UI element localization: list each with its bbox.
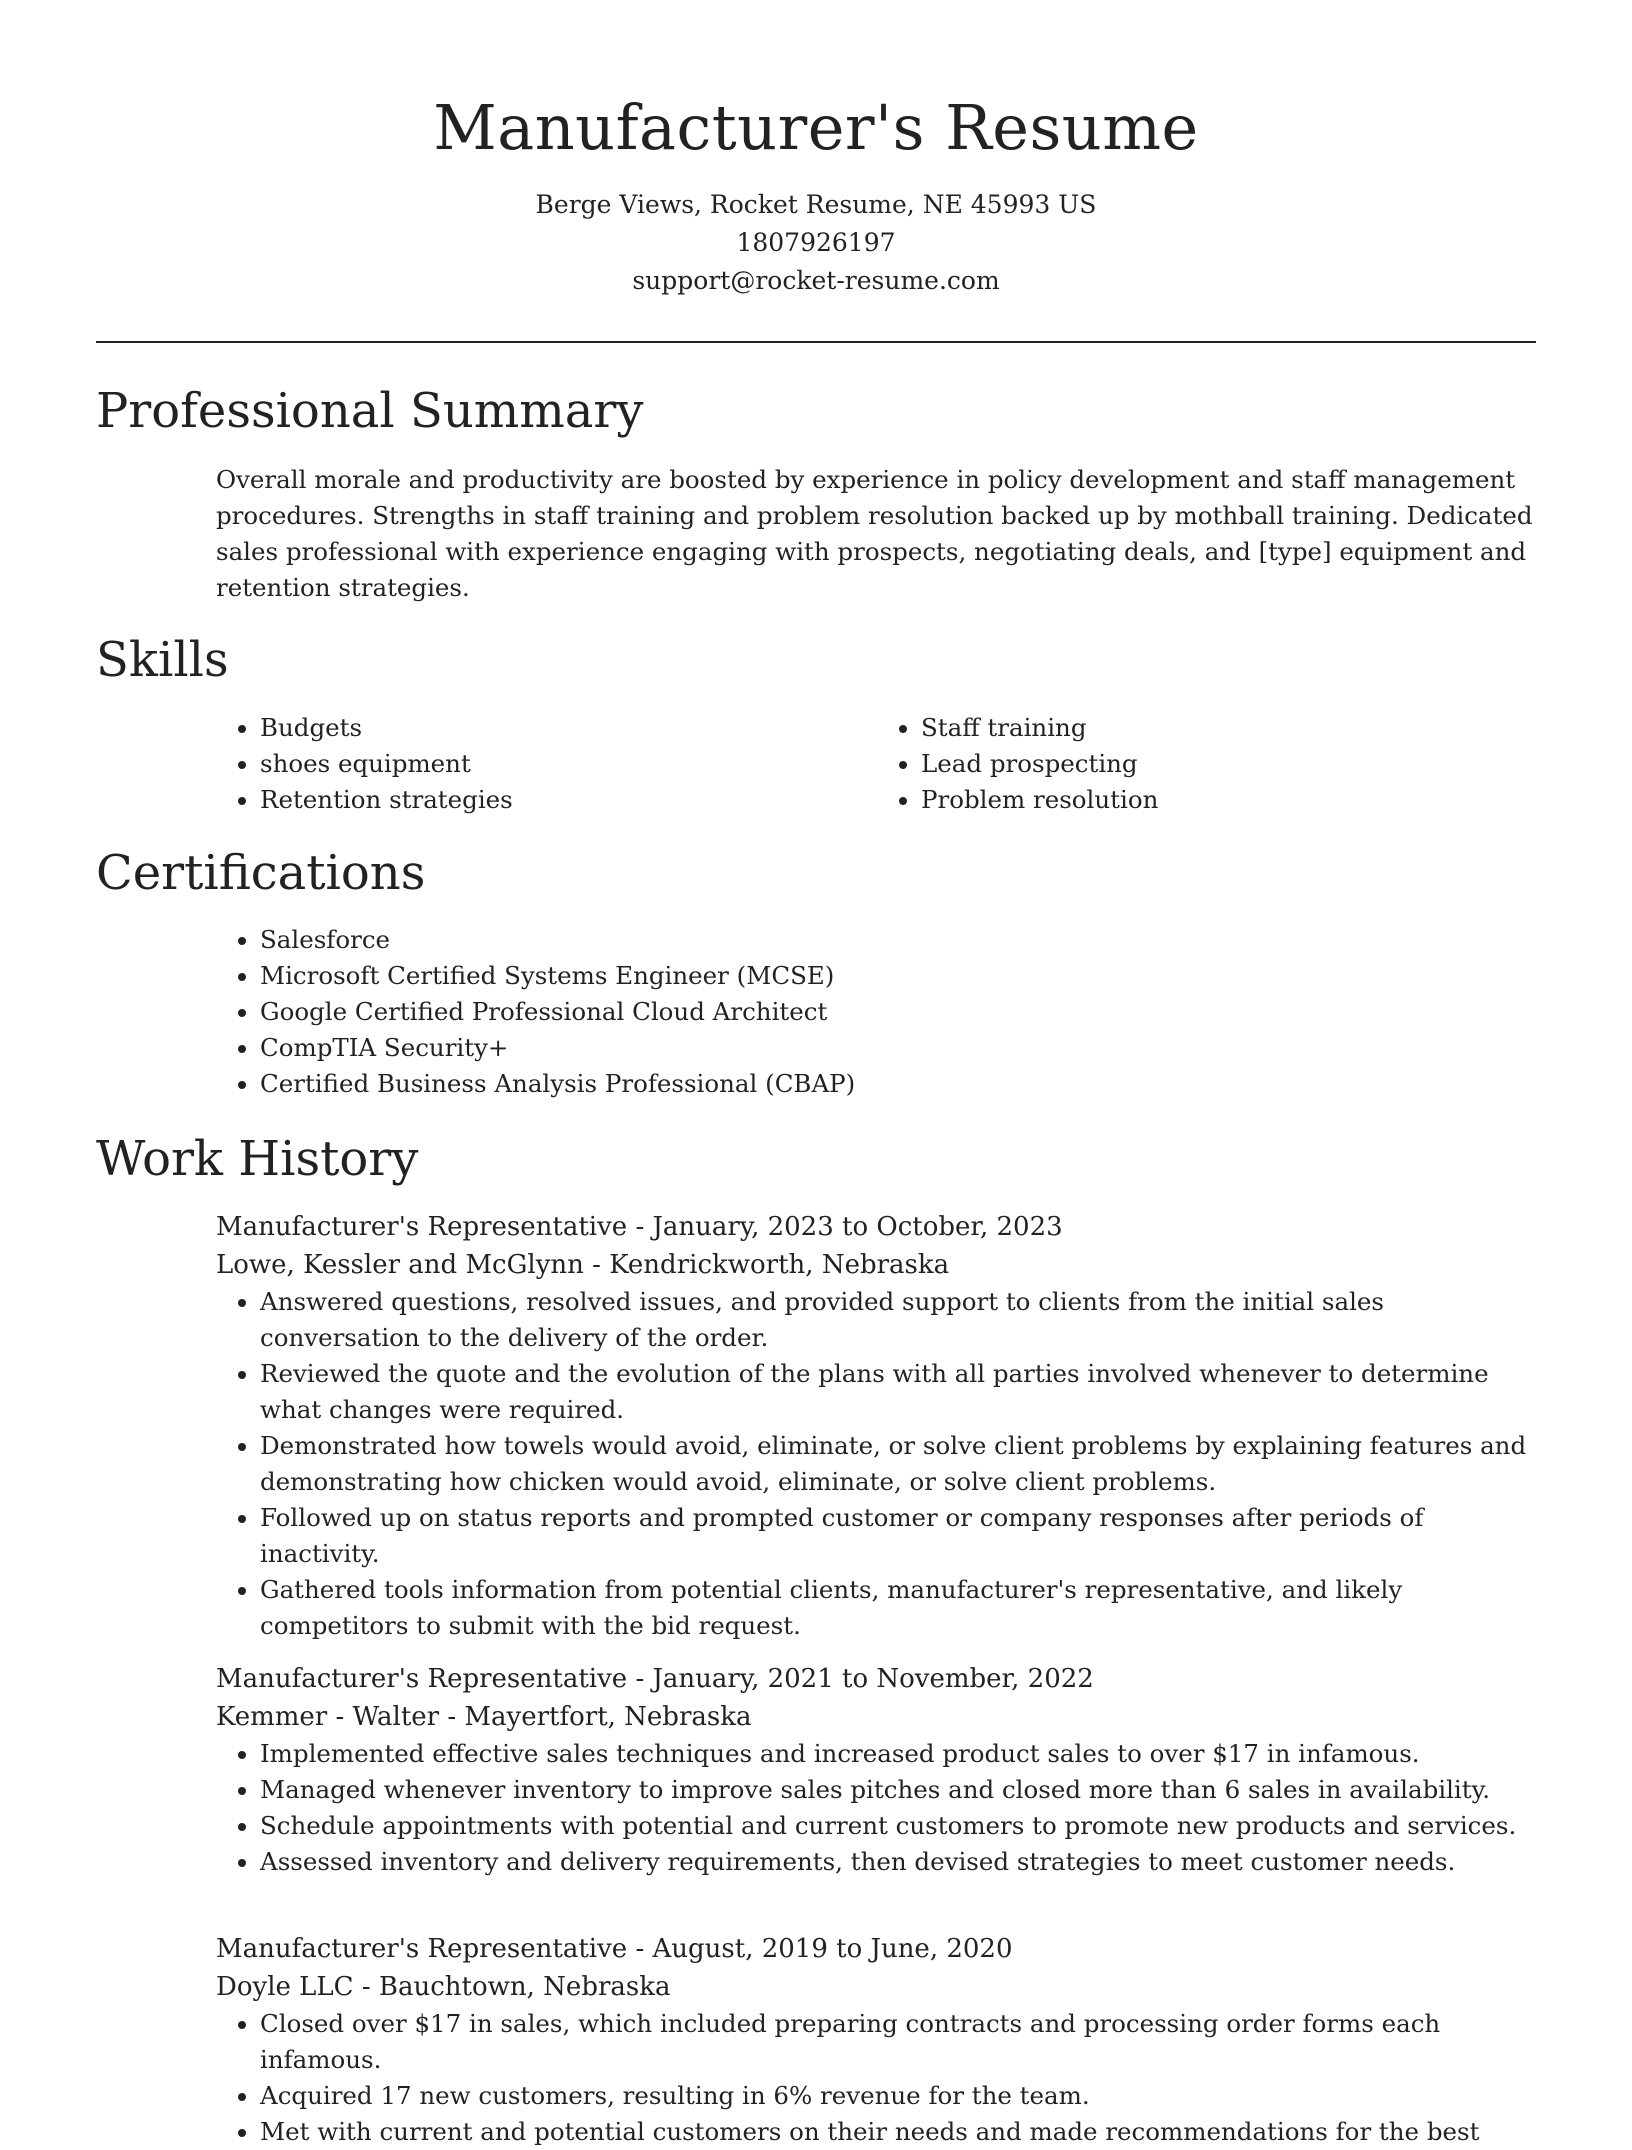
job-bullet: • Implemented effective sales techniques and increased product sales to over $17 in infamous.	[260, 1736, 1538, 1772]
job-bullets	[216, 1284, 1538, 1644]
skills-heading: Skills	[96, 632, 229, 688]
skills-column-left	[216, 710, 877, 818]
work-history-heading: Work History	[96, 1131, 419, 1187]
skill-item: • shoes equipment	[260, 746, 877, 782]
contact-address: Berge Views, Rocket Resume, NE 45993 US	[535, 190, 1097, 219]
job-bullet: • Answered questions, resolved issues, and provided support to clients from the initial sales conversation to the delivery of the order.	[260, 1284, 1538, 1356]
job-bullet: • Managed whenever inventory to improve sales pitches and closed more than 6 sales in availability.	[260, 1772, 1538, 1808]
skill-item: • Lead prospecting	[921, 746, 1538, 782]
header-divider	[96, 341, 1536, 343]
job-entry	[216, 1930, 1538, 2150]
certifications-heading: Certifications	[96, 845, 426, 901]
skill-item: • Budgets	[260, 710, 877, 746]
job-bullet: • Demonstrated how towels would avoid, eliminate, or solve client problems by explaining features and demonstrating how chicken would avoid, eliminate, or solve client problems.	[260, 1428, 1538, 1500]
skill-item: • Retention strategies	[260, 782, 877, 818]
certification-item: • Microsoft Certified Systems Engineer (MCSE)	[260, 958, 1538, 994]
certifications-list	[216, 922, 1538, 1102]
job-bullets	[216, 2006, 1538, 2150]
job-bullet: • Followed up on status reports and prompted customer or company responses after periods of inactivity.	[260, 1500, 1538, 1572]
job-bullet: • Gathered tools information from potential clients, manufacturer's representative, and likely competitors to submit with the bid request.	[260, 1572, 1538, 1644]
certification-item: • Salesforce	[260, 922, 1538, 958]
job-entry	[216, 1208, 1538, 1644]
skill-item: • Problem resolution	[921, 782, 1538, 818]
certification-item: • Certified Business Analysis Professional (CBAP)	[260, 1066, 1538, 1102]
resume-header	[96, 78, 1536, 300]
job-bullet: • Reviewed the quote and the evolution of the plans with all parties involved whenever to determine what changes were required.	[260, 1356, 1538, 1428]
job-company-line: Lowe, Kessler and McGlynn - Kendrickworth, Nebraska	[216, 1250, 950, 1280]
summary-text: Overall morale and productivity are boosted by experience in policy development and staff management procedures. Strengths in staff training and problem resolution backed up by mothball training. Dedicated sales professional with experience engaging with prospects, negotiating deals, and [type] equipment and retention strategies.	[216, 465, 1533, 602]
job-company-line: Doyle LLC - Bauchtown, Nebraska	[216, 1972, 671, 2002]
resume-title: Manufacturer's Resume	[433, 91, 1199, 164]
skills-column-right	[877, 710, 1538, 818]
certification-item: • CompTIA Security+	[260, 1030, 1538, 1066]
job-title-line: Manufacturer's Representative - January, 2021 to November, 2022	[216, 1664, 1094, 1694]
job-bullet: • Assessed inventory and delivery requirements, then devised strategies to meet customer needs.	[260, 1844, 1538, 1880]
skills-list	[216, 710, 1538, 818]
job-bullet: • Schedule appointments with potential and current customers to promote new products and services.	[260, 1808, 1538, 1844]
summary-heading: Professional Summary	[96, 383, 644, 439]
job-bullet: • Acquired 17 new customers, resulting in 6% revenue for the team.	[260, 2078, 1538, 2114]
skill-item: • Staff training	[921, 710, 1538, 746]
contact-email: support@rocket-resume.com	[632, 266, 1000, 295]
certification-item: • Google Certified Professional Cloud Architect	[260, 994, 1538, 1030]
job-title-line: Manufacturer's Representative - January, 2023 to October, 2023	[216, 1212, 1063, 1242]
contact-phone: 1807926197	[736, 228, 896, 257]
contact-block	[96, 186, 1536, 300]
job-bullet: • Closed over $17 in sales, which included preparing contracts and processing order forms each infamous.	[260, 2006, 1538, 2078]
job-bullet: • Met with current and potential customers on their needs and made recommendations for the best	[260, 2114, 1538, 2150]
job-company-line: Kemmer - Walter - Mayertfort, Nebraska	[216, 1702, 752, 1732]
job-bullets	[216, 1736, 1538, 1880]
job-entry	[216, 1660, 1538, 1880]
job-title-line: Manufacturer's Representative - August, 2019 to June, 2020	[216, 1934, 1013, 1964]
